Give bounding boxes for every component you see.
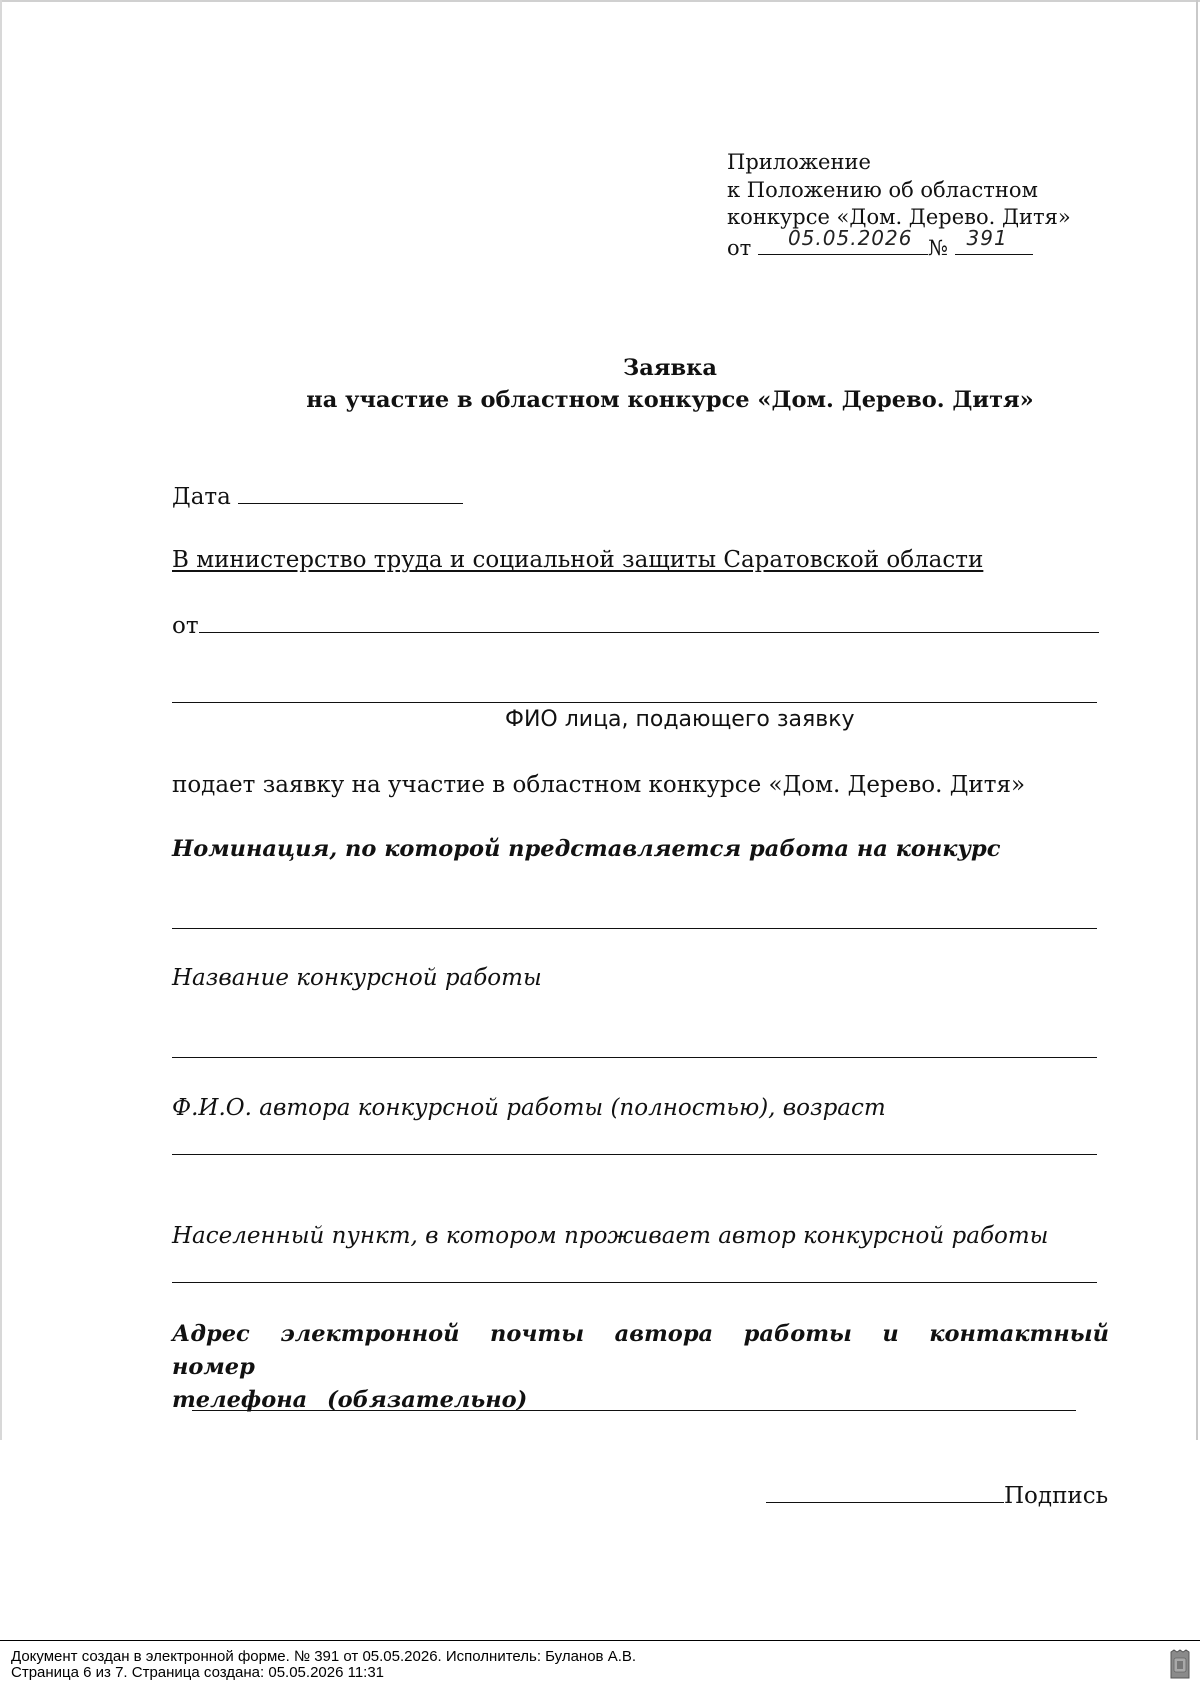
appendix-number-handwritten: 391 [966, 226, 1008, 250]
nomination-label: Номинация, по которой представляется работа на конкурс [172, 836, 1001, 862]
date-field[interactable] [238, 481, 463, 504]
author-label: Ф.И.О. автора конкурсной работы (полностью), возраст [172, 1095, 886, 1121]
appendix-date-field [758, 226, 928, 255]
appendix-number-label: № [927, 235, 948, 260]
scan-edge [1196, 0, 1198, 1440]
from-label: от [172, 613, 199, 639]
from-field-line-2[interactable] [172, 702, 1097, 703]
appendix-from-label: от [727, 235, 752, 260]
appendix-line-2: к Положению об областном [727, 177, 1038, 202]
signature-field[interactable] [766, 1480, 1004, 1503]
fio-caption: ФИО лица, подающего заявку [505, 707, 855, 732]
signature-label: Подпись [1004, 1483, 1109, 1509]
recipient-line: В министерство труда и социальной защиты Саратовской области [172, 547, 984, 573]
statement-line: подает заявку на участие в областном конкурсе «Дом. Дерево. Дитя» [172, 772, 1026, 798]
contact-label [172, 1318, 1109, 1417]
appendix-number-field [955, 226, 1033, 255]
nomination-field[interactable] [172, 928, 1097, 929]
date-label: Дата [172, 484, 231, 510]
contact-field[interactable] [192, 1410, 1076, 1411]
footer-line-1: Документ создан в электронной форме. № 391 от 05.05.2026. Исполнитель: Буланов А.В. [11, 1648, 637, 1665]
from-field[interactable] [199, 610, 1099, 633]
document-title: Заявка [623, 355, 717, 381]
locality-field[interactable] [172, 1282, 1097, 1283]
date-row [172, 481, 463, 512]
document-subtitle: на участие в областном конкурсе «Дом. Дерево. Дитя» [306, 387, 1034, 413]
author-field[interactable] [172, 1154, 1097, 1155]
appendix-date-handwritten: 05.05.2026 [787, 226, 913, 250]
appendix-date-line [727, 226, 1071, 260]
contact-label-line-1: Адрес электронной почты автора работы и контактный номер [172, 1321, 1109, 1380]
appendix-line-1: Приложение [727, 150, 871, 174]
footer-line-2: Страница 6 из 7. Страница создана: 05.05.2026 11:31 [11, 1664, 385, 1681]
appendix-block [727, 149, 1071, 259]
signature-row [766, 1480, 1108, 1511]
scan-edge [0, 0, 2, 1440]
appendix-line-3: конкурсе «Дом. Дерево. Дитя» [727, 205, 1071, 229]
locality-label: Населенный пункт, в котором проживает автор конкурсной работы [172, 1223, 1049, 1249]
stamp-icon [1168, 1648, 1192, 1682]
scan-edge [0, 0, 1200, 2]
work-title-label: Название конкурсной работы [172, 965, 542, 991]
contact-label-line-2: телефона (обязательно) [172, 1387, 528, 1413]
work-title-field[interactable] [172, 1057, 1097, 1058]
from-row [172, 610, 1099, 641]
